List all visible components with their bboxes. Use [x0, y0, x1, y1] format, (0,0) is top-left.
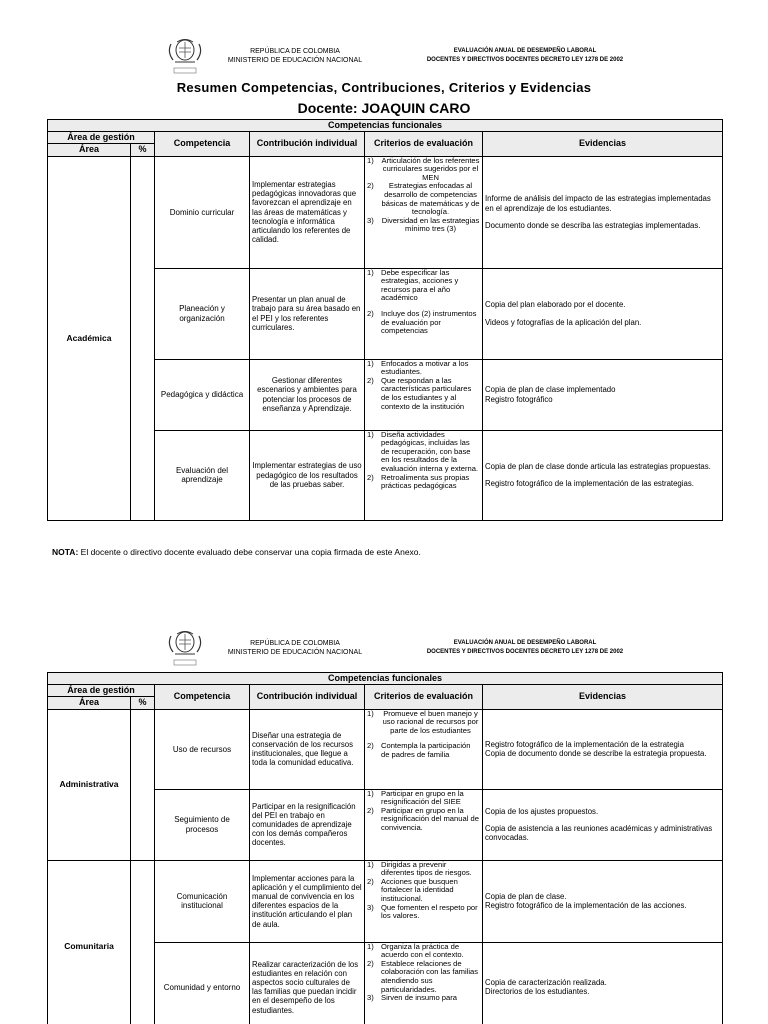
evidencias-cell	[483, 789, 723, 860]
competencia-cell: Pedagógica y didáctica	[155, 359, 250, 430]
evidencia-item: Registro fotográfico de la implementación de la estrategia Copia de documento donde se describe la estrategia propuesta.	[485, 739, 707, 759]
document-title-text: Resumen Competencias, Contribuciones, Criterios y Evidencias	[176, 80, 592, 95]
header-right-text	[375, 47, 675, 65]
contribucion-cell: Diseñar una estrategia de conservación de los recursos institucionales, que llegue a toda la comunidad educativa.	[250, 709, 365, 789]
evidencia-item: Registro fotográfico de la implementación de las estrategias.	[485, 479, 694, 489]
criterios-cell	[365, 789, 483, 860]
pct-header: %	[131, 697, 155, 709]
contribucion-header: Contribución individual	[250, 685, 365, 709]
criterio-item: 2) Participar en grupo en la resignificación del manual de convivencia.	[367, 805, 479, 832]
competencia-cell: Uso de recursos	[155, 709, 250, 789]
criterios-cell	[365, 709, 483, 789]
criterio-item: 1) Dirigidas a prevenir diferentes tipos de riesgos.	[367, 859, 472, 878]
criterios-cell	[365, 942, 483, 1024]
competencia-cell: Comunicación institucional	[155, 860, 250, 942]
evidencia-item: Informe de análisis del impacto de las estrategias implementadas en el aprendizaje de los estudiantes.	[485, 194, 711, 213]
area-percentage	[131, 709, 155, 860]
evidencias-header: Evidencias	[483, 132, 723, 156]
nota-footer	[52, 547, 421, 557]
functional-competencies-band: Competencias funcionales	[48, 673, 723, 685]
evidencia-item: Copia de los ajustes propuestos.	[485, 806, 599, 816]
evaluation-title: EVALUACIÓN ANUAL DE DESEMPEÑO LABORAL	[453, 640, 597, 646]
document-title	[0, 80, 768, 95]
evidencias-cell	[483, 942, 723, 1024]
criterio-item: 1) Organiza la práctica de acuerdo con el contexto.	[367, 941, 464, 960]
criterios-header: Criterios de evaluación	[365, 132, 483, 156]
criterio-item: 3) Sirven de insumo para	[367, 993, 457, 1003]
area-gestion-header: Área de gestión	[48, 132, 155, 144]
competencia-cell: Comunidad y entorno	[155, 942, 250, 1024]
evidencias-cell	[483, 359, 723, 430]
area-comunitaria: Comunitaria	[48, 860, 131, 1024]
evidencia-item: Copia de plan de clase implementado	[485, 385, 616, 395]
criterios-cell	[365, 156, 483, 268]
area-percentage	[131, 156, 155, 520]
evaluation-title: EVALUACIÓN ANUAL DE DESEMPEÑO LABORAL	[453, 48, 597, 54]
contribucion-cell: Implementar estrategias de uso pedagógico de los resultados de las pruebas saber.	[250, 430, 365, 520]
colombia-seal-icon	[165, 36, 205, 80]
competencia-header: Competencia	[155, 132, 250, 156]
criterio-item: 2) Incluye dos (2) instrumentos de evaluación por competencias	[367, 308, 477, 336]
competencia-cell: Seguimiento de procesos	[155, 789, 250, 860]
colombia-seal-icon	[165, 628, 205, 672]
criterio-item: 1) Diseña actividades pedagógicas, incluidas las de recuperación, con base en los resultados de la evaluación interna y externa.	[367, 429, 479, 473]
criterio-item: 1) Promueve el buen manejo y uso racional de recursos por parte de los estudiantes	[367, 708, 479, 735]
evidencias-cell	[483, 268, 723, 359]
criterios-cell	[365, 860, 483, 942]
evidencia-item: Copia de caracterización realizada. Directorios de los estudiantes.	[485, 977, 607, 997]
evidencias-cell	[483, 156, 723, 268]
header-left-text	[225, 639, 365, 657]
criterio-item: 2) Contempla la participación de padres de familia	[367, 741, 471, 759]
pct-header: %	[131, 144, 155, 156]
criterios-cell	[365, 430, 483, 520]
criterios-cell	[365, 268, 483, 359]
criterio-item: 2) Estrategias enfocadas al desarrollo de competencias básicas de matemáticas y de tecnología.	[367, 181, 480, 217]
criterio-item: 1) Articulación de los referentes curriculares sugeridos por el MEN	[367, 155, 480, 182]
evaluation-subtitle: DOCENTES Y DIRECTIVOS DOCENTES DECRETO LEY 1278 DE 2002	[426, 57, 624, 63]
page1-header	[0, 36, 768, 82]
contribucion-cell: Participar en la resignificación del PEI en trabajo en comunidades de aprendizaje con los demás compañeros docentes.	[250, 789, 365, 860]
nota-text: El docente o directivo docente evaluado debe conservar una copia firmada de este Anexo.	[80, 547, 421, 557]
contribucion-cell: Gestionar diferentes escenarios y ambientes para potenciar los procesos de enseñanza y Aprendizaje.	[250, 359, 365, 430]
criterio-item: 1) Enfocados a motivar a los estudiantes.	[367, 358, 469, 377]
evidencias-header: Evidencias	[483, 685, 723, 709]
area-percentage	[131, 860, 155, 1024]
contribucion-cell: Realizar caracterización de los estudiantes en relación con aspectos socio culturales de las familias que puedan incidir en el desempeño de los estudiantes.	[250, 942, 365, 1024]
evidencia-item: Copia de plan de clase donde articula las estrategias propuestas.	[485, 461, 711, 471]
contribucion-header: Contribución individual	[250, 132, 365, 156]
area-header: Área	[48, 697, 131, 709]
area-header: Área	[48, 144, 131, 156]
competencia-cell: Dominio curricular	[155, 156, 250, 268]
criterio-item: 1) Debe especificar las estrategias, acciones y recursos para el año académico	[367, 267, 459, 303]
contribucion-cell: Implementar acciones para la aplicación y el cumplimiento del manual de convivencia en los diferentes espacios de la institución articulando el plan de aula.	[250, 860, 365, 942]
docente-title	[0, 100, 768, 116]
competencia-cell: Planeación y organización	[155, 268, 250, 359]
area-gestion-header: Área de gestión	[48, 685, 155, 697]
criterios-cell	[365, 359, 483, 430]
functional-competencies-band: Competencias funcionales	[48, 120, 723, 132]
republic-label: REPÚBLICA DE COLOMBIA	[250, 48, 340, 55]
criterio-item: 2) Retroalimenta sus propias prácticas pedagógicas	[367, 472, 470, 491]
header-left-text	[225, 47, 365, 65]
evidencias-cell	[483, 430, 723, 520]
evidencia-item: Registro fotográfico	[485, 394, 553, 404]
criterios-header: Criterios de evaluación	[365, 685, 483, 709]
contribucion-cell: Presentar un plan anual de trabajo para su área basado en el PEI y los referentes curriculares.	[250, 268, 365, 359]
evidencia-item: Copia del plan elaborado por el docente.	[485, 300, 626, 310]
criterio-item: 1) Participar en grupo en la resignificación del SIEE	[367, 788, 464, 807]
evidencia-item: Documento donde se describa las estrategias implementadas.	[485, 220, 701, 230]
competencies-table-page2	[47, 672, 723, 1024]
ministry-label: MINISTERIO DE EDUCACIÓN NACIONAL	[227, 57, 363, 64]
evidencias-cell	[483, 709, 723, 789]
criterio-item: 2) Acciones que busquen fortalecer la identidad institucional.	[367, 876, 458, 903]
criterio-item: 2) Establece relaciones de colaboración con las familias atendiendo sus particularidades.	[367, 958, 479, 994]
page2-header	[0, 628, 768, 674]
criterio-item: 2) Que respondan a las características particulares de los estudiantes y al contexto de la institución	[367, 375, 472, 411]
evaluation-subtitle: DOCENTES Y DIRECTIVOS DOCENTES DECRETO LEY 1278 DE 2002	[426, 649, 624, 655]
ministry-label: MINISTERIO DE EDUCACIÓN NACIONAL	[227, 649, 363, 656]
competencia-cell: Evaluación del aprendizaje	[155, 430, 250, 520]
criterio-item: 3) Que fomenten el respeto por los valores.	[367, 902, 478, 921]
docente-name: JOAQUIN CARO	[361, 100, 471, 116]
evidencias-cell	[483, 860, 723, 942]
evidencia-item: Videos y fotografías de la aplicación del plan.	[485, 317, 642, 327]
header-right-text	[375, 639, 675, 657]
competencia-header: Competencia	[155, 685, 250, 709]
area-administrativa: Administrativa	[48, 709, 131, 860]
republic-label: REPÚBLICA DE COLOMBIA	[250, 640, 340, 647]
criterio-item: 3) Diversidad en las estrategias mínimo tres (3)	[367, 215, 480, 234]
competencies-table-page1	[47, 117, 723, 521]
docente-label: Docente:	[297, 100, 358, 116]
evidencia-item: Copia de asistencia a las reuniones académicas y administrativas convocadas.	[485, 824, 713, 843]
area-academica: Académica	[48, 156, 131, 520]
nota-label: NOTA:	[52, 547, 79, 557]
evidencia-item: Copia de plan de clase. Registro fotográfico de la implementación de las acciones.	[485, 891, 687, 911]
contribucion-cell: Implementar estrategias pedagógicas innovadoras que favorezcan el aprendizaje en las áreas de matemáticas y tecnología e informática articulando los referentes de calidad.	[250, 156, 365, 268]
